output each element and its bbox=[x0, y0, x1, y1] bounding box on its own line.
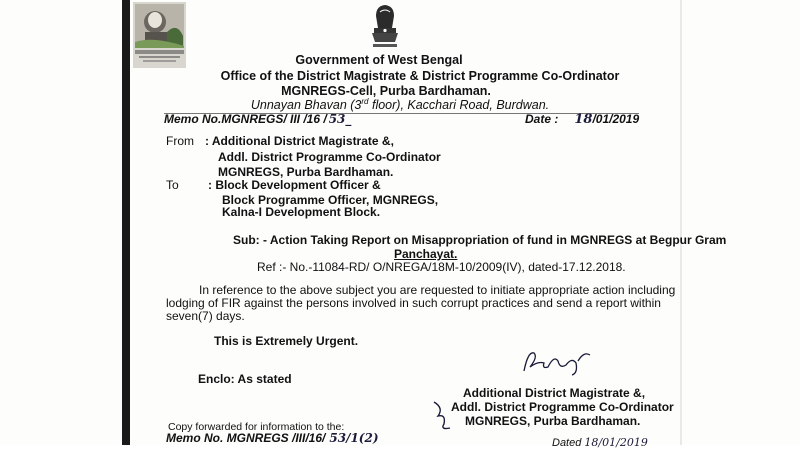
signatory-line-2: Addl. District Programme Co-Ordinator bbox=[451, 400, 674, 414]
copy-date: Dated 18/01/2019 bbox=[552, 436, 648, 449]
memo-date: Date : 18/01/2019 bbox=[525, 112, 640, 127]
body-line-1: In reference to the above subject you are requested to initiate appropriate action including bbox=[199, 283, 676, 297]
subject-line-1: Sub: - Action Taking Report on Misappropriation of fund in MGNREGS at Begpur Gram bbox=[233, 233, 727, 247]
initial-mark-icon bbox=[430, 398, 456, 432]
mgnrega-logo-icon bbox=[133, 2, 186, 68]
from-line-3: MGNREGS, Purba Bardhaman. bbox=[218, 165, 394, 179]
signature-icon bbox=[518, 347, 598, 377]
signatory-line-3: MGNREGS, Purba Bardhaman. bbox=[465, 414, 641, 428]
enclosure-note: Enclo: As stated bbox=[198, 372, 292, 386]
to-label: To bbox=[166, 178, 179, 192]
cell-title: MGNREGS-Cell, Purba Bardhaman. bbox=[281, 84, 491, 98]
national-emblem-icon bbox=[364, 2, 406, 50]
memo-number: Memo No.MGNREGS/ III /16 / 53_ bbox=[164, 112, 352, 126]
from-line-2: Addl. District Programme Co-Ordinator bbox=[218, 150, 441, 164]
to-line-1: : Block Development Officer & bbox=[208, 178, 381, 192]
urgent-note: This is Extremely Urgent. bbox=[214, 334, 359, 348]
to-line-2: Block Programme Officer, MGNREGS, bbox=[222, 193, 439, 207]
office-title: Office of the District Magistrate & District Programme Co-Ordinator bbox=[220, 69, 620, 83]
subject-line-2: Panchayat. bbox=[394, 247, 458, 261]
from-label: From bbox=[166, 134, 194, 148]
copy-forwarded-label: Copy forwarded for information to the: bbox=[168, 421, 345, 433]
reference-line: Ref :- No.-11084-RD/ O/NREGA/18M-10/2009(IV), dated-17.12.2018. bbox=[257, 260, 626, 274]
body-line-3: seven(7) days. bbox=[166, 309, 245, 323]
scan-right-border bbox=[680, 0, 682, 445]
government-title: Government of West Bengal bbox=[295, 53, 463, 67]
to-line-3: Kalna-I Development Block. bbox=[222, 205, 381, 219]
signatory-line-1: Additional District Magistrate &, bbox=[463, 386, 646, 400]
from-line-1: : Additional District Magistrate &, bbox=[205, 134, 394, 148]
copy-memo-number: Memo No. MGNREGS /III/16/ 53/1(2) bbox=[166, 431, 379, 445]
body-line-2: lodging of FIR against the persons involved in such corrupt practices and send a report within bbox=[166, 296, 661, 310]
scan-left-border bbox=[122, 0, 130, 445]
office-address: Unnayan Bhavan (3rd floor), Kacchari Road, Burdwan. bbox=[250, 97, 550, 113]
